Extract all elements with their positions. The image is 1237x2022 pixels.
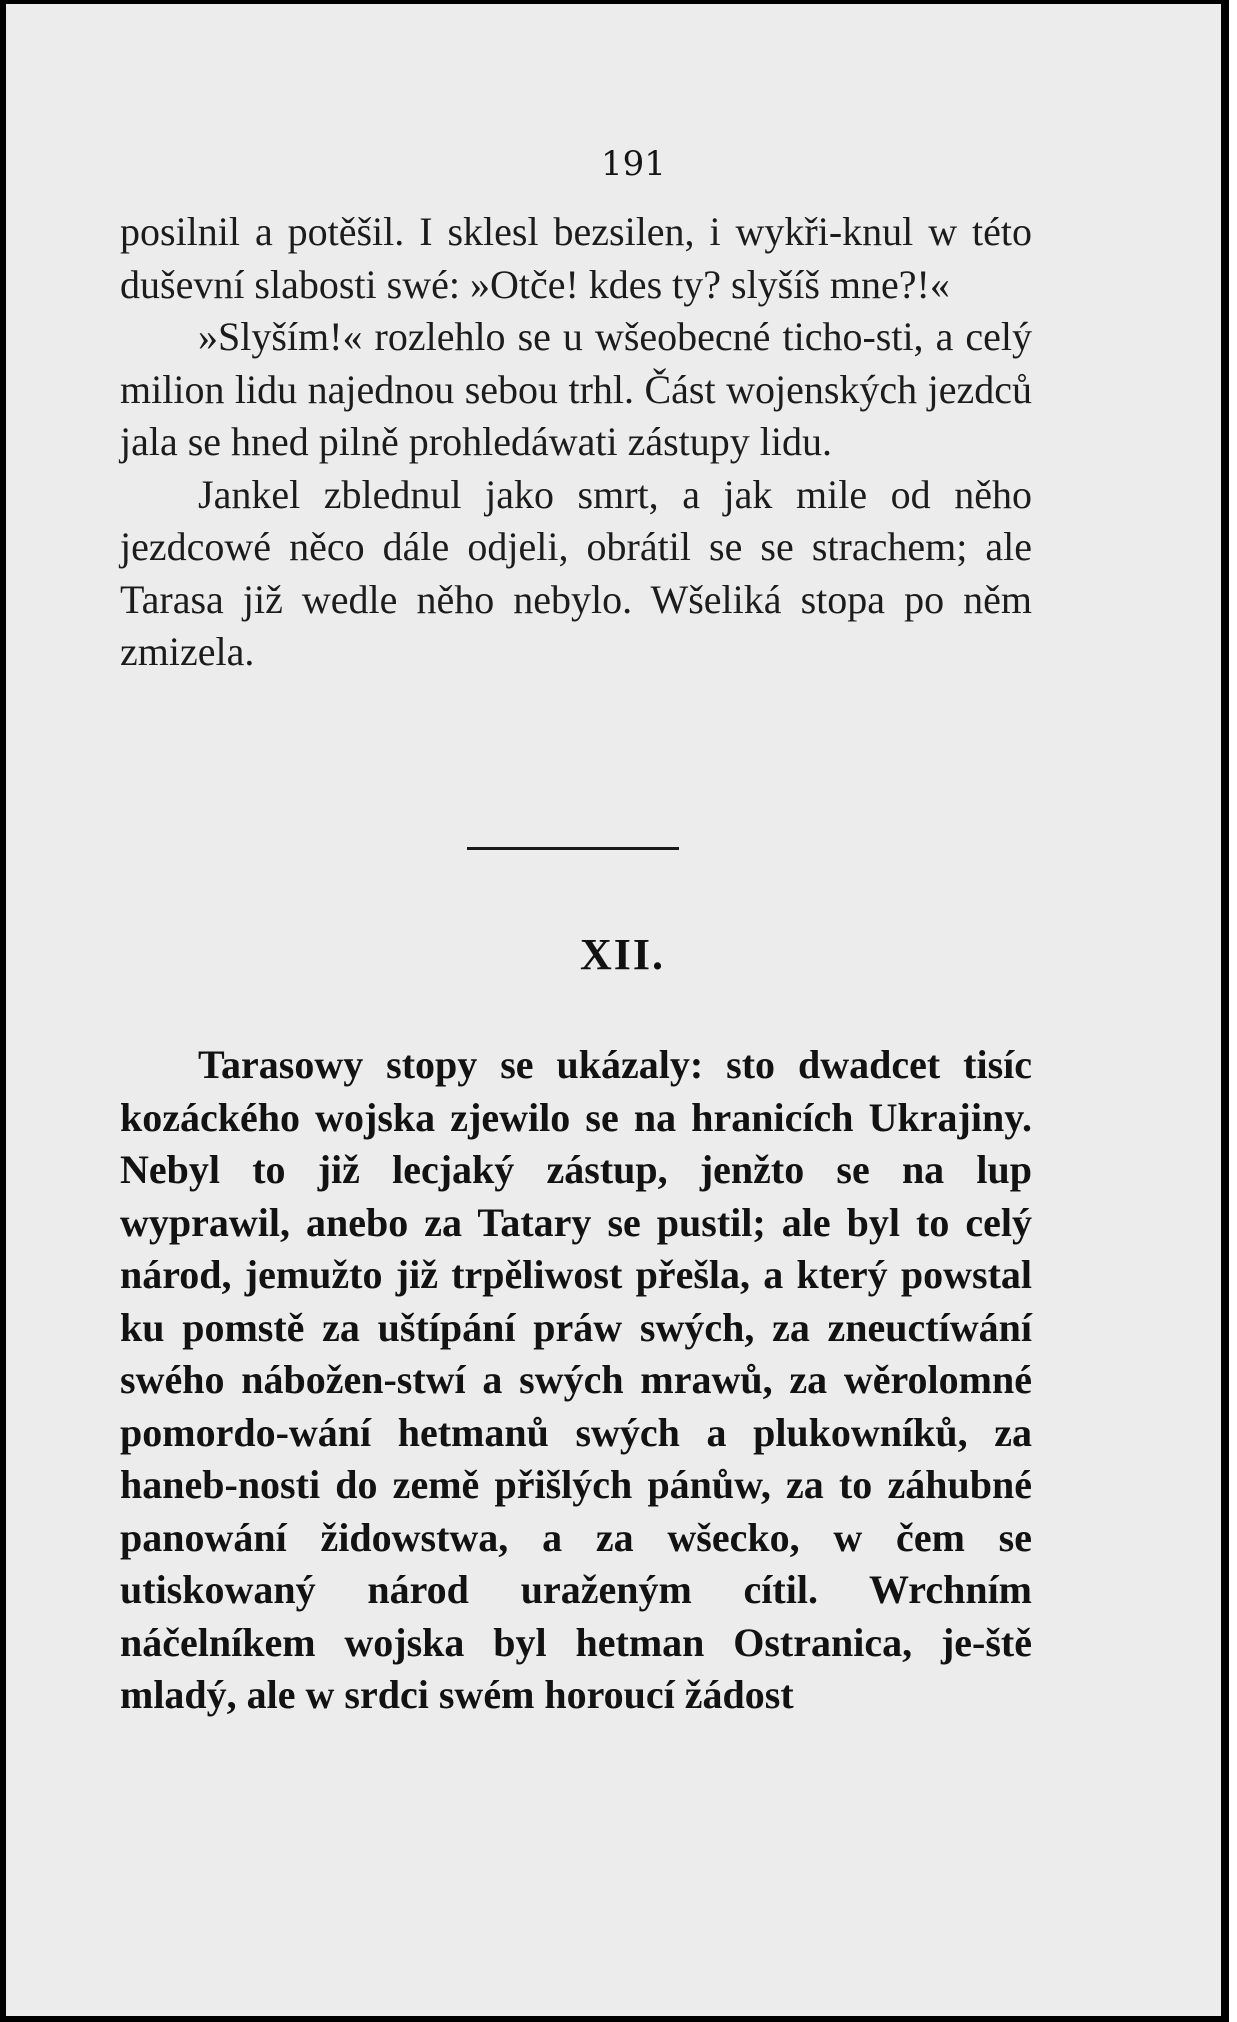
- page-number: 191: [601, 144, 666, 184]
- book-page: [6, 4, 1221, 2016]
- page-edge: [1229, 0, 1237, 2022]
- paragraph-3: Jankel zblednul jako smrt, a jak mile od něho jezdcowé něco dále odjeli, obrátil se se strachem; ale Tarasa již wedle něho nebylo. Wšeliká stopa po něm zmizela.: [120, 471, 1032, 674]
- chapter-heading: XII.: [579, 930, 666, 979]
- text-block-top: [120, 206, 1032, 679]
- paragraph-4: Tarasowy stopy se ukázaly: sto dwadcet tisíc kozáckého wojska zjewilo se na hranicích Ukrajiny. Nebyl to již lecjaký zástup, jenžto se na lup wyprawil, anebo za Tatary se pustil; ale byl to celý národ, jemužto již trpěliwost přešla, a který powstal ku pomstě za uštípání práw swých, za zneuctíwání swého nábožen-stwí a swých mrawů, za wěrolomné pomordo-wání hetmanů swých a plukowníků, za haneb-nosti do země přišlých pánůw, za to záhubné panowání židowstwa, a za wšecko, w čem se utiskowaný národ uraženým cítil. Wrchním náčelníkem wojska byl hetman Ostranica, je-ště mladý, ale w srdci swém horoucí žádost: [120, 1042, 1032, 1717]
- paragraph-2: »Slyším!« rozlehlo se u wšeobecné ticho-sti, a celý milion lidu najednou sebou trhl. Část wojenských jezdců jala se hned pilně prohledáwati zástupy lidu.: [120, 314, 1032, 464]
- paragraph-1: posilnil a potěšil. I sklesl bezsilen, i wykři-knul w této duševní slabosti swé: »Otče! kdes ty? slyšíš mne?!«: [120, 209, 1032, 307]
- section-divider: [467, 847, 679, 850]
- text-block-bottom: [120, 1039, 1032, 1722]
